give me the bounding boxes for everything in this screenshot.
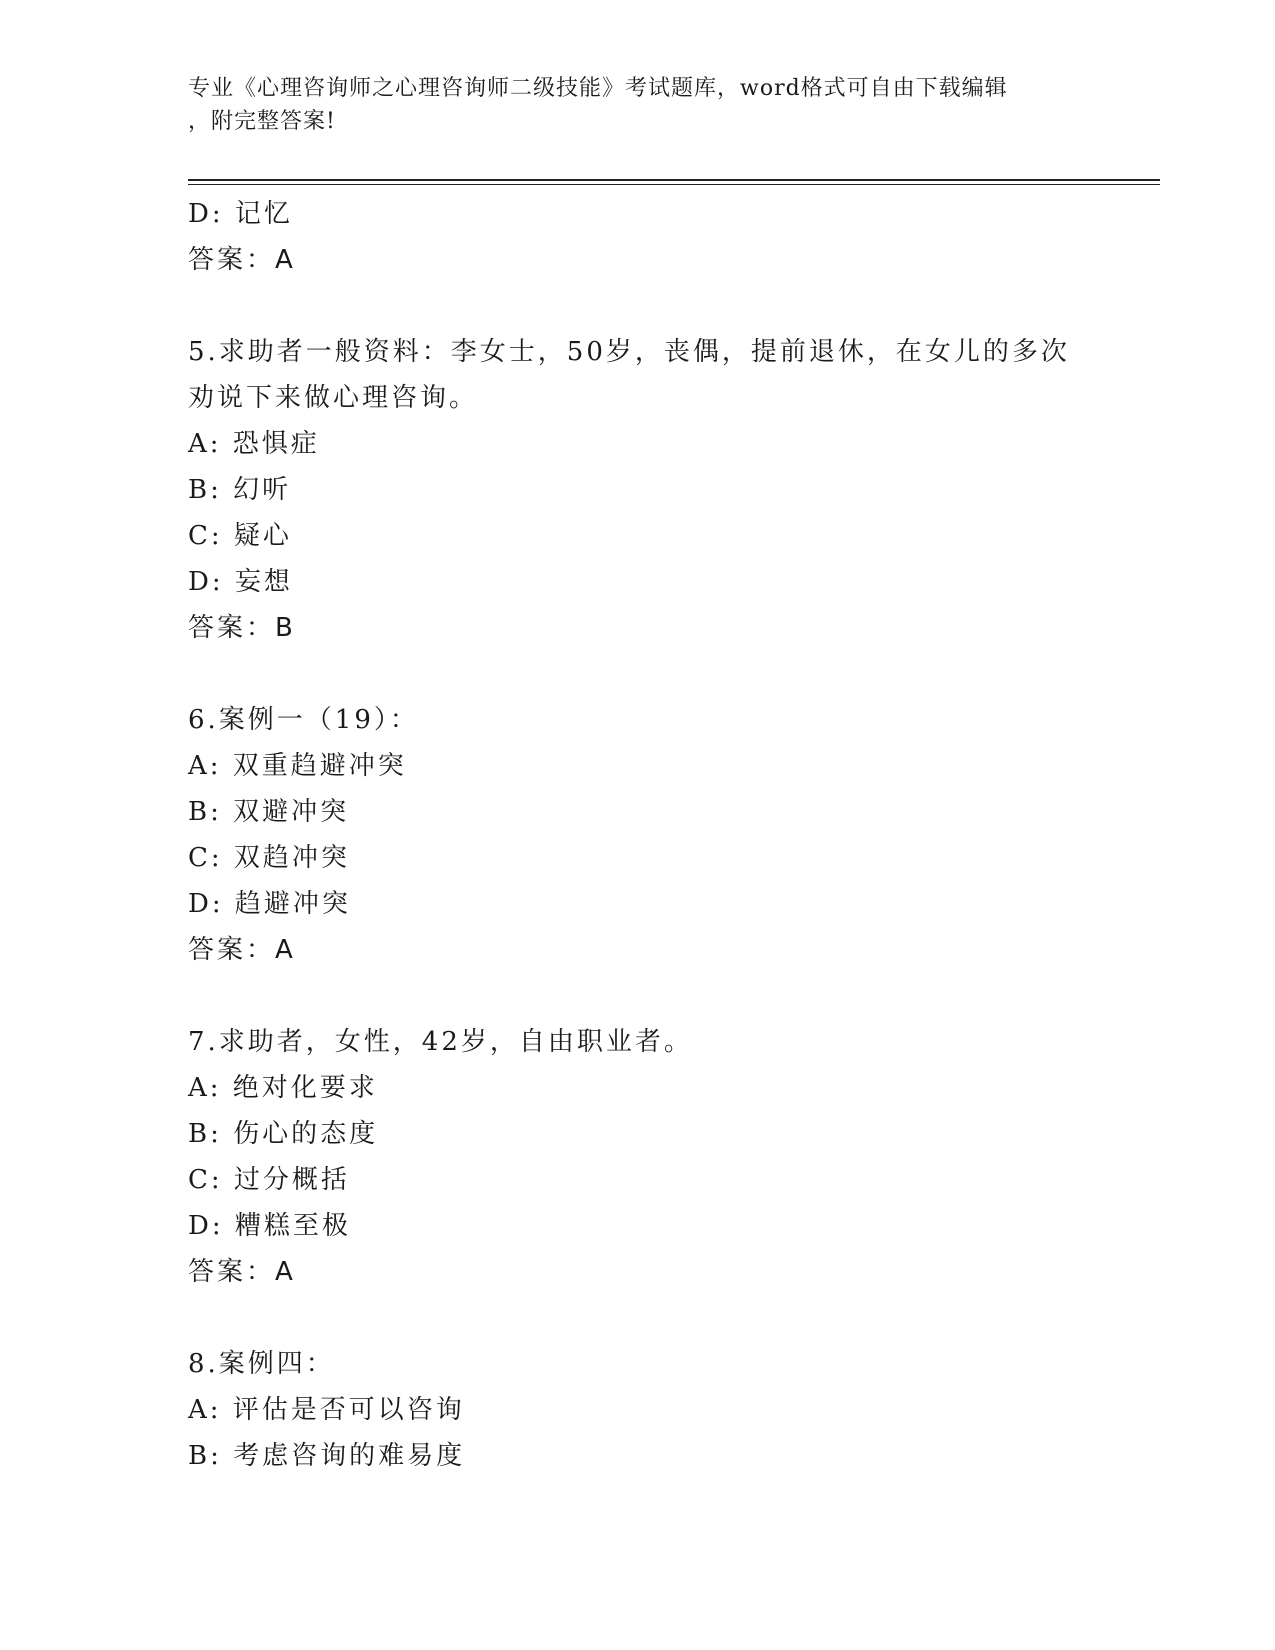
option-a: A: 恐惧症 bbox=[188, 429, 320, 459]
answer: 答案：B bbox=[188, 613, 296, 643]
question-list bbox=[188, 191, 1088, 1479]
question-4-tail bbox=[188, 191, 1088, 283]
option-c: C: 双趋冲突 bbox=[188, 843, 350, 873]
option-b: B: 伤心的态度 bbox=[188, 1119, 379, 1149]
document-header bbox=[188, 72, 1088, 138]
header-rule-thin bbox=[188, 184, 1160, 185]
option-b: B: 双避冲突 bbox=[188, 797, 350, 827]
question-stem: 7.求助者，女性，42岁，自由职业者。 bbox=[188, 1027, 693, 1057]
question-stem: 8.案例四： bbox=[188, 1349, 335, 1379]
header-line-1: 专业《心理咨询师之心理咨询师二级技能》考试题库，word格式可自由下载编辑 bbox=[188, 76, 1008, 101]
option-a: A: 绝对化要求 bbox=[188, 1073, 378, 1103]
spacer bbox=[188, 283, 1088, 329]
option-a: A: 评估是否可以咨询 bbox=[188, 1395, 465, 1425]
header-rule-thick bbox=[188, 179, 1160, 181]
spacer bbox=[188, 1295, 1088, 1341]
question-stem: 6.案例一（19）： bbox=[188, 705, 419, 735]
question-8 bbox=[188, 1341, 1088, 1479]
spacer bbox=[188, 651, 1088, 697]
spacer bbox=[188, 973, 1088, 1019]
question-7 bbox=[188, 1019, 1088, 1295]
option-d: D: 趋避冲突 bbox=[188, 889, 351, 919]
option-d: D: 妄想 bbox=[188, 567, 293, 597]
question-5 bbox=[188, 329, 1088, 651]
header-line-2: ，附完整答案! bbox=[188, 109, 336, 134]
question-stem-continued: 劝说下来做心理咨询。 bbox=[188, 383, 479, 413]
option-c: C: 过分概括 bbox=[188, 1165, 350, 1195]
option-d: D: 记忆 bbox=[188, 199, 293, 229]
option-b: B: 幻听 bbox=[188, 475, 292, 505]
question-stem: 5.求助者一般资料：李女士，50岁，丧偶，提前退休，在女儿的多次 bbox=[188, 337, 1070, 367]
answer: 答案：A bbox=[188, 245, 296, 275]
option-d: D: 糟糕至极 bbox=[188, 1211, 351, 1241]
option-a: A: 双重趋避冲突 bbox=[188, 751, 407, 781]
option-b: B: 考虑咨询的难易度 bbox=[188, 1441, 466, 1471]
answer: 答案：A bbox=[188, 935, 296, 965]
option-c: C: 疑心 bbox=[188, 521, 292, 551]
answer: 答案：A bbox=[188, 1257, 296, 1287]
question-6 bbox=[188, 697, 1088, 973]
